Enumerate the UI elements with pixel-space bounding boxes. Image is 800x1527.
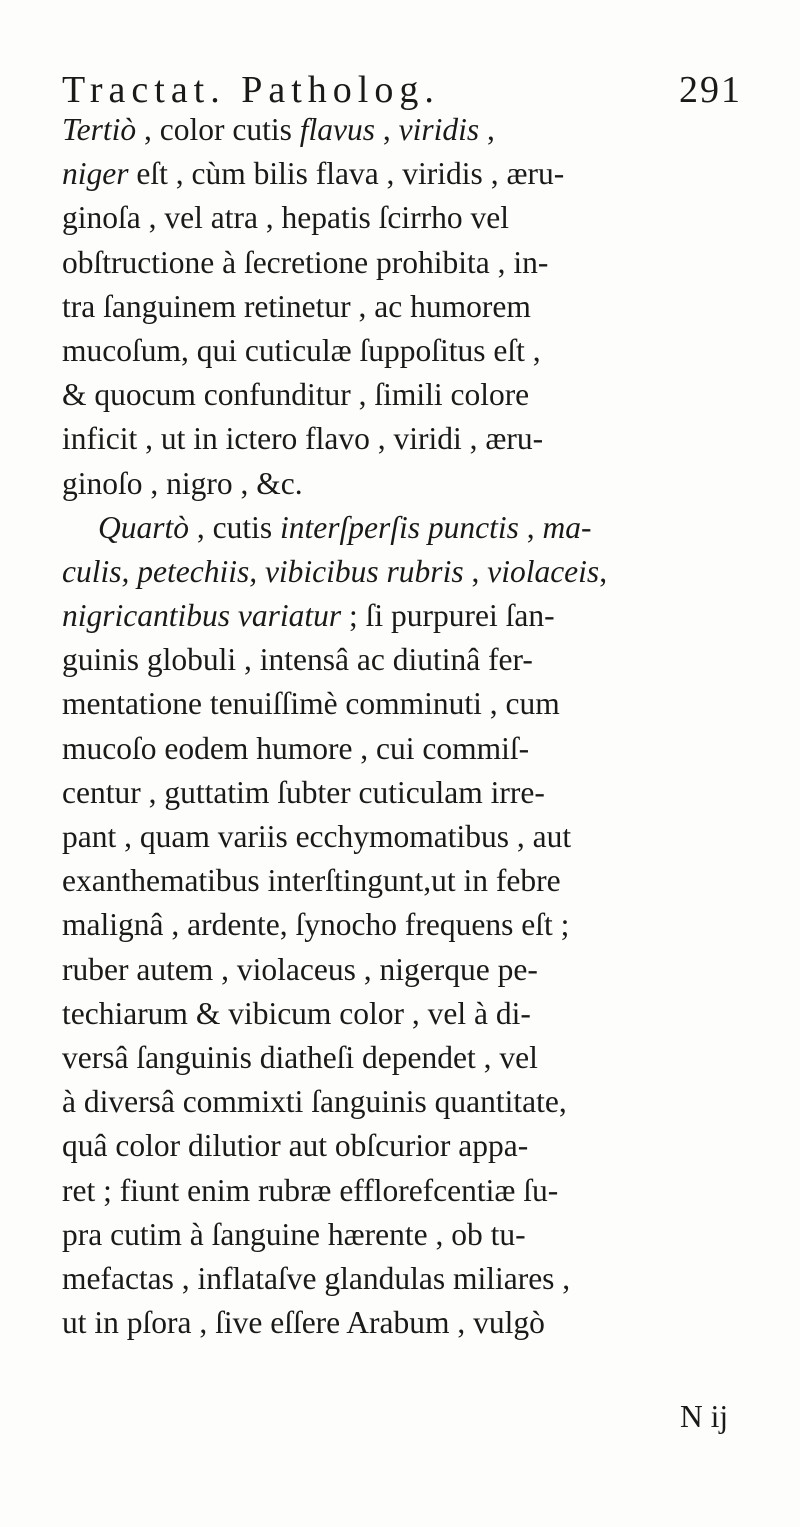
italic-text: flavus [299, 112, 375, 147]
text-run: eſt , cùm bilis flava , viridis , æru- [128, 156, 565, 192]
text-line [62, 1169, 752, 1213]
text-run: pra cutim à ſanguine hærente , ob tu- [62, 1216, 526, 1252]
italic-text: niger [62, 156, 129, 192]
text-run: ret ; fiunt enim rubræ efflorefcentiæ ſu- [62, 1172, 559, 1208]
text-run: , [463, 553, 488, 589]
text-line [62, 1124, 752, 1168]
italic-text: nigricantibus variatur [62, 598, 342, 634]
text-run: mucoſum, qui cuticulæ ſuppoſitus eſt , [62, 332, 541, 368]
text-line [62, 594, 752, 638]
text-line [62, 1080, 752, 1124]
italic-text: viridis [398, 112, 480, 147]
text-line [62, 329, 752, 373]
text-line [62, 417, 752, 461]
text-run: exanthematibus interſtingunt,ut in febre [62, 863, 561, 899]
text-line [62, 948, 752, 992]
italic-text: Quartò [98, 509, 190, 545]
text-line [62, 285, 752, 329]
text-run: à diversâ commixti ſanguinis quantitate, [62, 1084, 567, 1120]
italic-text: Tertiò [62, 112, 137, 147]
text-run: mentatione tenuiſſimè comminuti , cum [62, 686, 560, 722]
text-run: , [374, 112, 399, 147]
text-run: mucoſo eodem humore , cui commiſ- [62, 730, 530, 766]
text-line [62, 108, 752, 152]
text-run: versâ ſanguinis diatheſi dependet , vel [62, 1039, 538, 1075]
text-run: centur , guttatim ſubter cuticulam irre- [62, 774, 545, 810]
text-run: , cutis [189, 509, 281, 545]
text-line [62, 903, 752, 947]
text-line [62, 815, 752, 859]
body-text [62, 108, 752, 1345]
text-run: malignâ , ardente, ſynocho frequens eſt ; [62, 907, 570, 943]
text-run: , [518, 509, 543, 545]
signature-mark: N ij [680, 1399, 729, 1434]
text-run: , [479, 112, 495, 147]
text-run: ut in pſora , ſive eſſere Arabum , vulgò [62, 1305, 545, 1341]
text-line [62, 373, 752, 417]
text-run: ginoſo , nigro , &c. [62, 465, 303, 501]
text-run: obſtructione à ſecretione prohibita , in- [62, 244, 549, 280]
text-line [62, 506, 752, 550]
text-run: ginoſa , vel atra , hepatis ſcirrho vel [62, 200, 509, 236]
text-line [62, 682, 752, 726]
text-line [62, 241, 752, 285]
italic-text: violaceis [487, 553, 600, 589]
text-line [62, 1213, 752, 1257]
text-run: , [599, 553, 608, 589]
text-line [62, 859, 752, 903]
text-run: ruber autem , violaceus , nigerque pe- [62, 951, 538, 987]
running-head [62, 66, 742, 114]
text-line [62, 462, 752, 506]
text-line [62, 771, 752, 815]
text-run: tra ſanguinem retinetur , ac humorem [62, 288, 531, 324]
text-run: quâ color dilutior aut obſcurior appa- [62, 1128, 529, 1164]
text-line [62, 727, 752, 771]
text-line [62, 152, 752, 196]
text-line [62, 196, 752, 240]
italic-text: culis, petechiis, vibicibus rubris [62, 553, 464, 589]
text-line [62, 992, 752, 1036]
italic-text: interſperſis punctis [280, 509, 519, 545]
text-line [62, 1301, 752, 1345]
text-line [62, 638, 752, 682]
text-line [62, 550, 752, 594]
text-line [62, 1036, 752, 1080]
text-run: guinis globuli , intensâ ac diutinâ fer- [62, 642, 533, 678]
italic-text: ma- [542, 509, 592, 545]
text-run: pant , quam variis ecchymomatibus , aut [62, 819, 572, 854]
page-number: 291 [679, 69, 742, 111]
text-run: inficit , ut in ictero flavo , viridi , æru- [62, 421, 544, 457]
text-run: mefactas , inflataſve glandulas miliares , [62, 1260, 571, 1296]
text-run: , color cutis [136, 112, 300, 147]
text-run: ; ſi purpurei ſan- [341, 598, 555, 634]
running-head-title: Tractat. Patholog. [62, 69, 440, 111]
text-run: techiarum & vibicum color , vel à di- [62, 995, 531, 1031]
text-run: & quocum confunditur , ſimili colore [62, 377, 530, 413]
text-line [62, 1257, 752, 1301]
